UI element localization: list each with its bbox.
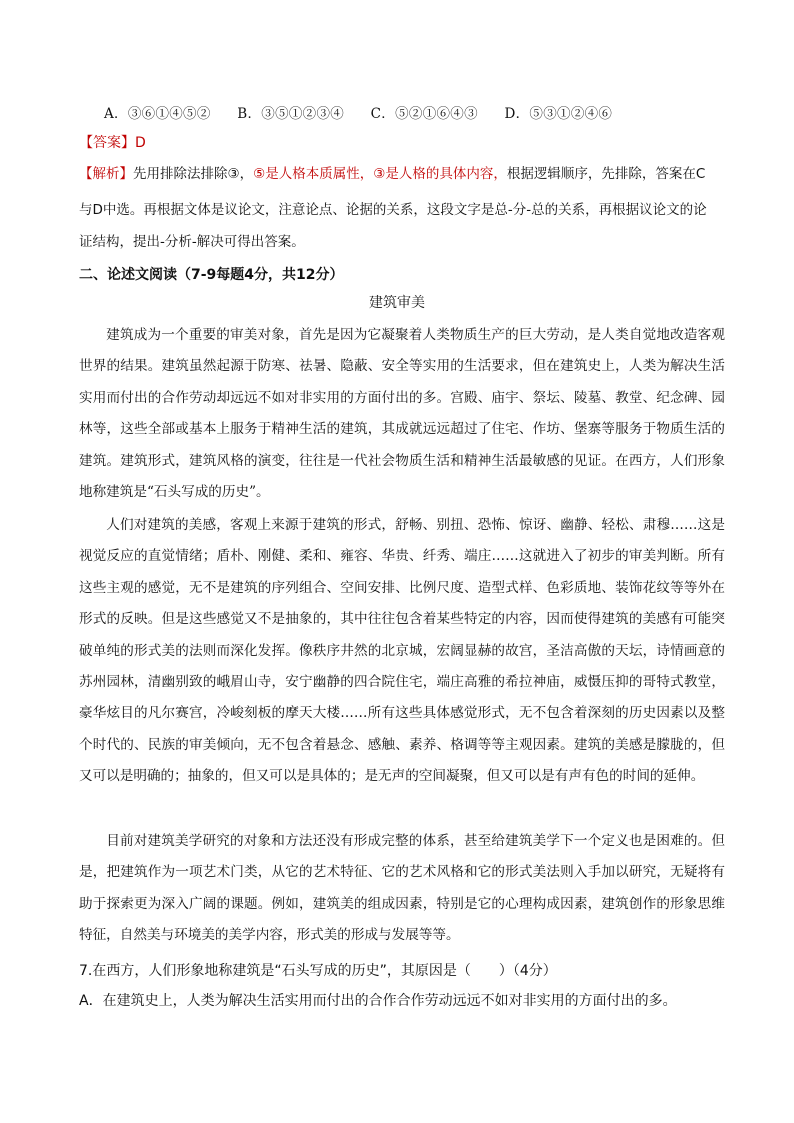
option-b: B．③⑤①②③④ [237, 106, 345, 122]
passage-title: 建筑审美 [369, 295, 425, 311]
option-d: D．⑤③①②④⑥ [504, 106, 613, 122]
option-a: A．③⑥①④⑤② [104, 106, 211, 122]
answer-line [79, 132, 146, 152]
passage-paragraph-3: 目前对建筑美学研究的对象和方法还没有形成完整的体系，甚至给建筑美学下一个定义也是困难的。但是，把建筑作为一项艺术门类，从它的艺术特征、它的艺术风格和它的形式美法则入手加以研究，无疑将有助于探索更为深入广阔的课题。例如，建筑美的组成因素，特别是它的心理构成因素，建筑创作的形象思维特征，自然美与环境美的美学内容，形式美的形成与发展等等。 [79, 833, 725, 944]
question-7: 7.在西方，人们形象地称建筑是“石头写成的历史”，其原因是（ ）（4分） [79, 963, 557, 979]
analysis-line-3: 证结构，提出-分析-解决可得出答案。 [79, 234, 305, 250]
option-c: C．⑤②①⑥④③ [370, 106, 478, 122]
analysis-line-1: 【解析】先用排除法排除③，⑤是人格本质属性，③是人格的具体内容，根据逻辑顺序，先排除，答案在C [79, 166, 706, 182]
analysis-line-2: 与D中选。再根据文体是议论文，注意论点、论据的关系，这段文字是总-分-总的关系，再根据议论文的论 [79, 202, 707, 218]
analysis-label: 【解析】 [79, 166, 133, 182]
section-heading: 二、论述文阅读（7-9每题4分，共12分） [79, 267, 344, 283]
answer-value: D [135, 135, 146, 151]
answer-options [104, 102, 634, 122]
answer-label: 【答案】 [79, 135, 135, 151]
passage-paragraph-2: 人们对建筑的美感，客观上来源于建筑的形式，舒畅、别扭、恐怖、惊讶、幽静、轻松、肃穆……这是视觉反应的直觉情绪；盾朴、刚健、柔和、雍容、华贵、纤秀、端庄……这就进入了初步的审美判断。所有这些主观的感觉，无不是建筑的序列组合、空间安排、比例尺度、造型式样、色彩质地、装饰花纹等等外在形式的反映。但是这些感觉又不是抽象的，其中往往包含着某些特定的内容，因而使得建筑的美感有可能突破单纯的形式美的法则而深化发挥。像秩序井然的北京城，宏阔显赫的故宫，圣洁高傲的天坛，诗情画意的苏州园林，清幽别致的峨眉山寺，安宁幽静的四合院住宅，端庄高雅的希拉神庙，威慑压抑的哥特式教堂，豪华炫目的凡尔赛宫，冷峻刻板的摩天大楼……所有这些具体感觉形式，无不包含着深刻的历史因素以及整个时代的、民族的审美倾向，无不包含着悬念、感触、素养、格调等等主观因素。建筑的美感是朦胧的，但又可以是明确的；抽象的，但又可以是具体的；是无声的空间凝聚，但又可以是有声有色的时间的延伸。 [79, 517, 725, 785]
passage-paragraph-1: 建筑成为一个重要的审美对象，首先是因为它凝聚着人类物质生产的巨大劳动，是人类自觉地改造客观世界的结果。建筑虽然起源于防寒、祛暑、隐蔽、安全等实用的生活要求，但在建筑史上，人类为解决生活实用而付出的合作劳动却远远不如对非实用的方面付出的多。宫殿、庙宇、祭坛、陵墓、教堂、纪念碑、园林等，这些全部或基本上服务于精神生活的建筑，其成就远远超过了住宅、作坊、堡寨等服务于物质生活的建筑。建筑形式，建筑风格的演变，往往是一代社会物质生活和精神生活最敏感的见证。在西方，人们形象地称建筑是“石头写成的历史”。 [79, 327, 725, 501]
question-7-choice-a: A．在建筑史上，人类为解决生活实用而付出的合作合作劳动远远不如对非实用的方面付出的多。 [79, 993, 677, 1009]
